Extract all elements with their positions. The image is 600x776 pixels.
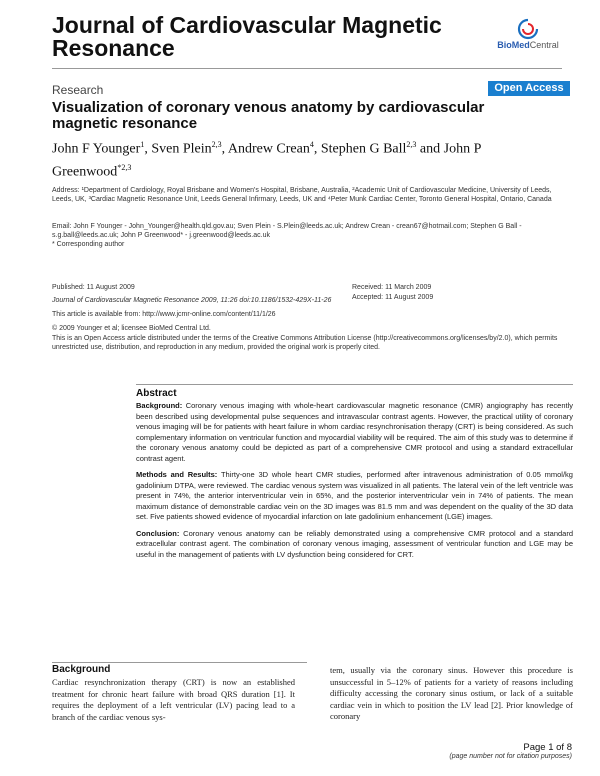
abstract-methods (136, 470, 573, 523)
email-block[interactable]: Email: John F Younger - John_Younger@health.qld.gov.au; Sven Plein - S.Plein@leeds.ac.uk; Andrew Crean - crean67@hotmail.com; Stephen G Ball - s.g.ball@leeds.ac.uk; John P Greenwood* - j.greenwood@leeds.ac.uk (52, 223, 522, 239)
journal-title: Journal of Cardiovascular Magnetic Resonance (52, 12, 442, 61)
abstract-methods-text: Thirty-one 3D whole heart CMR studies, performed after intravenous administration of 0.05 mmol/kg gadolinium DTPA, were reviewed. The cardiac venous system was visualized in all patients. The lateral vein of the left ventricle was present in 74%, the anterior interventricular vein in 65%, and the posterior interventricular vein in 74% of patients. The mean maximum distance of demonstrable cardiac vein on the 3D images was 81.5 mm and was dependent on the quality of the 3D data set. Five patients showed evidence of myocardial infarction on late gadolinium enhancement (LGE) images. (136, 470, 573, 521)
abstract-heading: Abstract (136, 388, 177, 399)
author-name[interactable]: Andrew Crean (227, 141, 310, 157)
body-column-left: Cardiac resynchronization therapy (CRT) is now an established treatment for chronic heart failure with broad QRS duration [1]. It requires the deployment of a left ventricular (LV) pacing lead to a branch of the cardiac venous sys- (52, 677, 295, 722)
page-number-note: (page number not for citation purposes) (449, 753, 572, 760)
received-date: Received: 11 March 2009 (352, 284, 432, 291)
abstract-methods-label: Methods and Results: (136, 470, 218, 479)
address-block: Address: ¹Department of Cardiology, Royal Brisbane and Women's Hospital, Brisbane, Australia, ²Academic Unit of Cardiovascular Medicine, University of Leeds, Leeds, UK, ³Cardiac Magnetic Resonance Unit, Leeds General Infirmary, Leeds, UK and ⁴Peter Munk Cardiac Center, Toronto General Hospital, Ontario, Canada (52, 187, 552, 203)
body-column-right: tem, usually via the coronary sinus. However this procedure is unsuccessful in 5–12% of patients for a variety of reasons including difficulty accessing the coronary sinus ostium, or lack of a suitable cardiac vein in which to position the LV lead [2]. Prior knowledge of coronary (330, 665, 573, 722)
publisher-logo[interactable] (493, 18, 563, 50)
copyright-line: © 2009 Younger et al; licensee BioMed Central Ltd. (52, 325, 211, 332)
author-name[interactable]: John F Younger (52, 141, 141, 157)
open-access-badge: Open Access (488, 81, 570, 96)
header-divider (52, 68, 562, 69)
abstract-box (136, 384, 573, 566)
biomed-logo-icon (517, 18, 539, 40)
page-number: Page 1 of 8 (523, 742, 572, 753)
license-text: This is an Open Access article distributed under the terms of the Creative Commons Attribution License (http://creativecommons.org/licenses/by/2.0), which permits unrestricted use, distribution, and reproduction in any medium, provided the original work is properly cited. (52, 335, 558, 351)
author-separator: , (221, 141, 228, 157)
author-and: and (416, 141, 444, 157)
background-heading: Background (52, 664, 111, 675)
abstract-background-text: Coronary venous imaging with whole-heart cardiovascular magnetic resonance (CMR) angiography has recently been described using developmental pulse sequences and intravascular contrast agents. However, the practical utility of coronary venous imaging will be for patients with heart failure in whom cardiac resynchronisation therapy (CRT) is being considered. As such complementary information on ventricular function and myocardial viability will be required. The aim of this study was to determine if the coronary venous anatomy could be depicted as part of a comprehensive CMR protocol and using a standard extracellular contrast agent. (136, 401, 573, 463)
body-divider (52, 662, 307, 663)
author-name[interactable]: Stephen G Ball (320, 141, 407, 157)
publisher-suffix: Central (529, 40, 559, 50)
author-separator: , (313, 141, 321, 157)
author-affiliation: *2,3 (117, 162, 132, 172)
citation-line: Journal of Cardiovascular Magnetic Resonance 2009, 11:26 doi:10.1186/1532-429X-11-26 (52, 297, 332, 304)
page-footer (400, 742, 572, 760)
author-list (52, 136, 522, 181)
author-affiliation: 2,3 (211, 140, 222, 149)
author-name[interactable]: John P Greenwood (52, 141, 481, 180)
abstract-conclusion-text: Coronary venous anatomy can be reliably demonstrated using a comprehensive CMR protocol and a standard extracellular contrast agent. The combination of coronary venous imaging, assessment of ventricular function and LGE may be useful in the management of patients with LV dysfunction being considered for CRT. (136, 528, 573, 559)
author-separator: , (144, 141, 152, 157)
abstract-background (136, 401, 573, 464)
publisher-brand: BioMed (497, 40, 530, 50)
author-affiliation: 4 (309, 140, 314, 149)
abstract-conclusion-label: Conclusion: (136, 528, 180, 538)
abstract-conclusion (136, 529, 573, 561)
corresponding-author-note: * Corresponding author (52, 241, 125, 248)
article-title: Visualization of coronary venous anatomy by cardiovascular magnetic resonance (52, 99, 485, 132)
section-label: Research (52, 83, 104, 97)
accepted-date: Accepted: 11 August 2009 (352, 294, 434, 301)
abstract-background-label: Background: (136, 401, 183, 410)
published-date: Published: 11 August 2009 (52, 284, 135, 291)
author-name[interactable]: Sven Plein (151, 141, 212, 157)
author-affiliation: 1 (140, 140, 145, 149)
article-url[interactable]: This article is available from: http://www.jcmr-online.com/content/11/1/26 (52, 311, 276, 318)
author-affiliation: 2,3 (406, 140, 417, 149)
